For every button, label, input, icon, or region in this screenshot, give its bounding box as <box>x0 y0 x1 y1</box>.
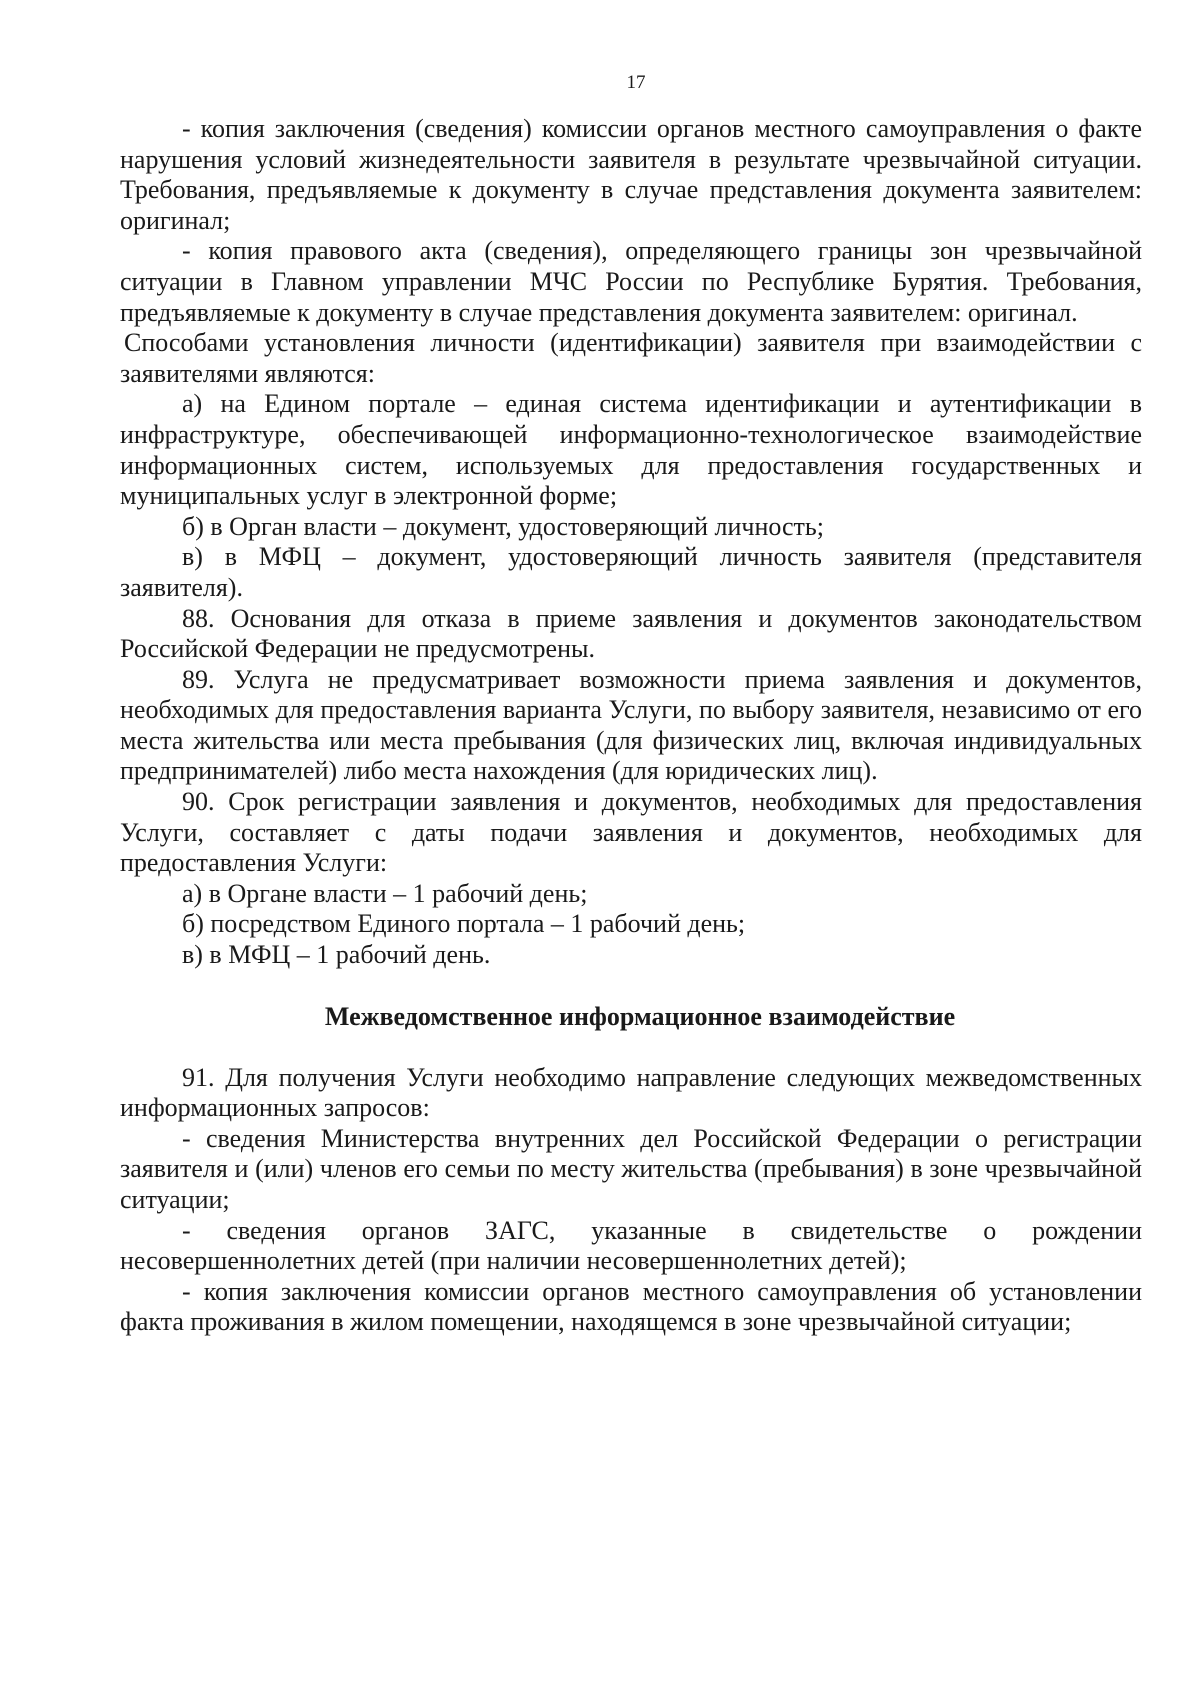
paragraph: - копия правового акта (сведения), определяющего границы зон чрезвычайной ситуации в Главном управлении МЧС России по Республике Бурятия. Требования, предъявляемые к документу в случае представления документа заявителем: оригинал. <box>120 236 1142 327</box>
paragraph: 89. Услуга не предусматривает возможности приема заявления и документов, необходимых для предоставления варианта Услуги, по выбору заявителя, независимо от его места жительства или места пребывания (для физических лиц, включая индивидуальных предпринимателей) либо места нахождения (для юридических лиц). <box>120 664 1142 786</box>
paragraph: Способами установления личности (идентификации) заявителя при взаимодействии с заявителями являются: <box>120 328 1142 388</box>
paragraph: - сведения органов ЗАГС, указанные в свидетельстве о рождении несовершеннолетних детей (при наличии несовершеннолетних детей); <box>120 1215 1142 1276</box>
section-heading: Межведомственное информационное взаимодействие <box>324 1001 956 1031</box>
paragraph: 90. Срок регистрации заявления и документов, необходимых для предоставления Услуги, составляет с даты подачи заявления и документов, необходимых для предоставления Услуги: <box>120 787 1142 878</box>
paragraph: 88. Основания для отказа в приеме заявления и документов законодательством Российской Федерации не предусмотрены. <box>120 603 1142 664</box>
paragraphs-top <box>120 114 1142 971</box>
paragraph: - копия заключения (сведения) комиссии органов местного самоуправления о факте нарушения условий жизнедеятельности заявителя в результате чрезвычайной ситуации. Требования, предъявляемые к документу в случае представления документа заявителем: оригинал; <box>120 114 1142 235</box>
paragraph: б) посредством Единого портала – 1 рабочий день; <box>182 909 746 939</box>
paragraph: а) на Едином портале – единая система идентификации и аутентификации в инфраструктуре, обеспечивающей информационно-технологическое взаимодействие информационных систем, используемых для предоставления государственных и муниципальных услуг в электронной форме; <box>120 389 1142 511</box>
paragraphs-bottom <box>120 1063 1142 1338</box>
paragraph: в) в МФЦ – 1 рабочий день. <box>182 940 491 970</box>
page-number: 17 <box>626 72 646 93</box>
document-body <box>120 114 1142 1338</box>
paragraph: а) в Органе власти – 1 рабочий день; <box>182 878 588 908</box>
paragraph: - сведения Министерства внутренних дел Российской Федерации о регистрации заявителя и (или) членов его семьи по месту жительства (пребывания) в зоне чрезвычайной ситуации; <box>120 1123 1142 1214</box>
paragraph: - копия заключения комиссии органов местного самоуправления об установлении факта проживания в жилом помещении, находящемся в зоне чрезвычайной ситуации; <box>120 1276 1142 1337</box>
paragraph: 91. Для получения Услуги необходимо направление следующих межведомственных информационных запросов: <box>120 1062 1142 1123</box>
paragraph: б) в Орган власти – документ, удостоверяющий личность; <box>182 511 824 541</box>
paragraph: в) в МФЦ – документ, удостоверяющий личность заявителя (представителя заявителя). <box>120 542 1142 602</box>
